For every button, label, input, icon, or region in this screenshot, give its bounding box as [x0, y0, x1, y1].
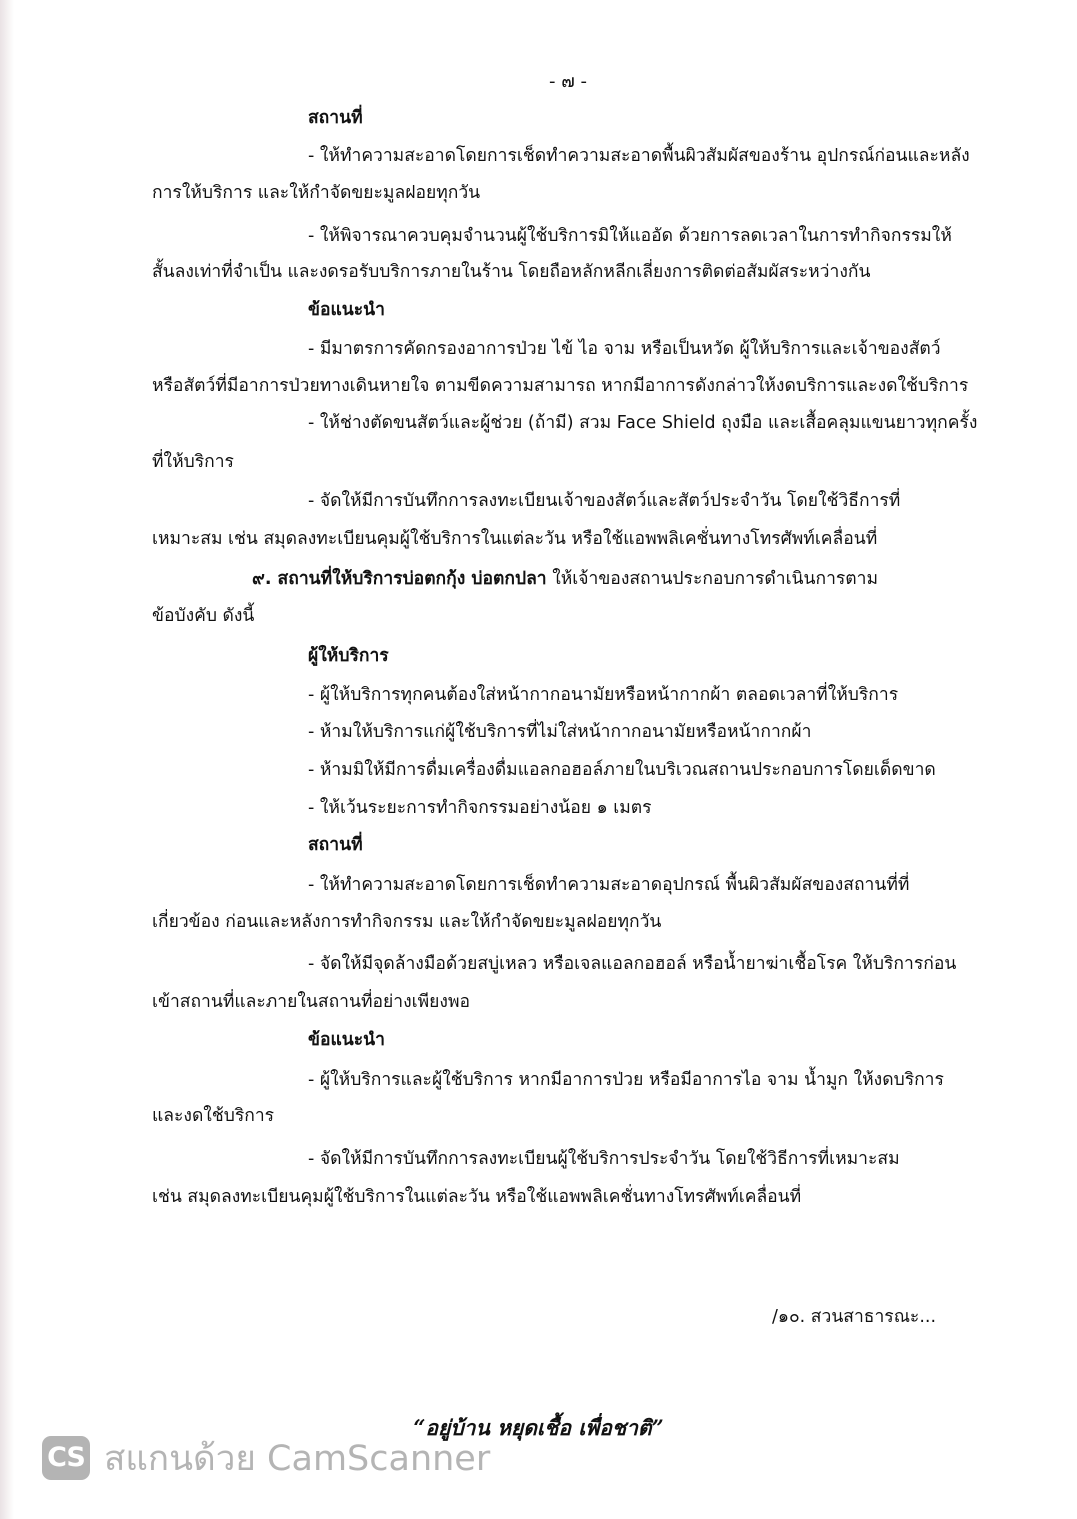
paragraph-line: - จัดให้มีการบันทึกการลงทะเบียนผู้ใช้บริการประจำวัน โดยใช้วิธีการที่เหมาะสม: [308, 1149, 900, 1169]
section-9-title-rest: ให้เจ้าของสถานประกอบการดำเนินการตาม: [552, 569, 879, 589]
watermark-text: สแกนด้วย CamScanner: [104, 1438, 491, 1479]
paragraph-line: สั้นลงเท่าที่จำเป็น และงดรอรับบริการภายในร้าน โดยถือหลักหลีกเลี่ยงการติดต่อสัมผัสระหว่างกัน: [152, 262, 871, 282]
section-9-title-bold: ๙. สถานที่ให้บริการบ่อตกกุ้ง บ่อตกปลา: [252, 569, 547, 589]
paragraph-line: เข้าสถานที่และภายในสถานที่อย่างเพียงพอ: [152, 992, 470, 1012]
paragraph-line: - ให้ทำความสะอาดโดยการเช็ดทำความสะอาดอุปกรณ์ พื้นผิวสัมผัสของสถานที่ที่: [308, 875, 910, 895]
paragraph-line: และงดใช้บริการ: [152, 1106, 275, 1126]
list-item: - ให้เว้นระยะการทำกิจกรรมอย่างน้อย ๑ เมตร: [308, 798, 652, 818]
paragraph-line: - จัดให้มีจุดล้างมือด้วยสบู่เหลว หรือเจลแอลกอฮอล์ หรือน้ำยาฆ่าเชื้อโรค ให้บริการก่อน: [308, 954, 957, 974]
paragraph-line: - ให้พิจารณาควบคุมจำนวนผู้ใช้บริการมิให้แออัด ด้วยการลดเวลาในการทำกิจกรรมให้: [308, 226, 952, 246]
paragraph-line: ข้อบังคับ ดังนี้: [152, 606, 255, 626]
section-heading-provider: ผู้ให้บริการ: [308, 646, 389, 666]
section-heading-place: สถานที่: [308, 835, 363, 855]
scan-edge-shadow: [0, 0, 14, 1519]
camscanner-watermark: [42, 1433, 490, 1483]
section-heading-advice: ข้อแนะนำ: [308, 300, 385, 320]
page-number: - ๗ -: [549, 71, 587, 92]
paragraph-line: - จัดให้มีการบันทึกการลงทะเบียนเจ้าของสัตว์และสัตว์ประจำวัน โดยใช้วิธีการที่: [308, 491, 901, 511]
list-item: - ห้ามมิให้มีการดื่มเครื่องดื่มแอลกอฮอล์ภายในบริเวณสถานประกอบการโดยเด็ดขาด: [308, 760, 936, 780]
continuation-note: /๑๐. สวนสาธารณะ...: [772, 1307, 937, 1327]
paragraph-line: เช่น สมุดลงทะเบียนคุมผู้ใช้บริการในแต่ละวัน หรือใช้แอพพลิเคชั่นทางโทรศัพท์เคลื่อนที่: [152, 1187, 802, 1207]
paragraph-line: - ให้ช่างตัดขนสัตว์และผู้ช่วย (ถ้ามี) สวม Face Shield ถุงมือ และเสื้อคลุมแขนยาวทุกครั้ง: [308, 413, 978, 433]
paragraph-line: - ผู้ให้บริการและผู้ใช้บริการ หากมีอาการป่วย หรือมีอาการไอ จาม น้ำมูก ให้งดบริการ: [308, 1070, 944, 1090]
motto: “อยู่บ้าน หยุดเชื้อ เพื่อชาติ”: [413, 1415, 664, 1440]
section-heading-place: สถานที่: [308, 108, 363, 128]
paragraph-line: - ให้ทำความสะอาดโดยการเช็ดทำความสะอาดพื้นผิวสัมผัสของร้าน อุปกรณ์ก่อนและหลัง: [308, 146, 970, 166]
section-9-title: [252, 567, 878, 591]
paragraph-line: เกี่ยวข้อง ก่อนและหลังการทำกิจกรรม และให้กำจัดขยะมูลฝอยทุกวัน: [152, 912, 662, 932]
camscanner-logo-icon: CS: [42, 1436, 90, 1480]
paragraph-line: การให้บริการ และให้กำจัดขยะมูลฝอยทุกวัน: [152, 183, 481, 203]
paragraph-line: เหมาะสม เช่น สมุดลงทะเบียนคุมผู้ใช้บริการในแต่ละวัน หรือใช้แอพพลิเคชั่นทางโทรศัพท์เคลื่อนที่: [152, 529, 878, 549]
paragraph-line: หรือสัตว์ที่มีอาการป่วยทางเดินหายใจ ตามขีดความสามารถ หากมีอาการดังกล่าวให้งดบริการและงดใช้บริการ: [152, 376, 969, 396]
paragraph-line: - มีมาตรการคัดกรองอาการป่วย ไข้ ไอ จาม หรือเป็นหวัด ผู้ให้บริการและเจ้าของสัตว์: [308, 339, 941, 359]
paragraph-line: ที่ให้บริการ: [152, 452, 234, 472]
list-item: - ผู้ให้บริการทุกคนต้องใส่หน้ากากอนามัยหรือหน้ากากผ้า ตลอดเวลาที่ให้บริการ: [308, 685, 899, 705]
list-item: - ห้ามให้บริการแก่ผู้ใช้บริการที่ไม่ใส่หน้ากากอนามัยหรือหน้ากากผ้า: [308, 722, 812, 742]
section-heading-advice: ข้อแนะนำ: [308, 1030, 385, 1050]
